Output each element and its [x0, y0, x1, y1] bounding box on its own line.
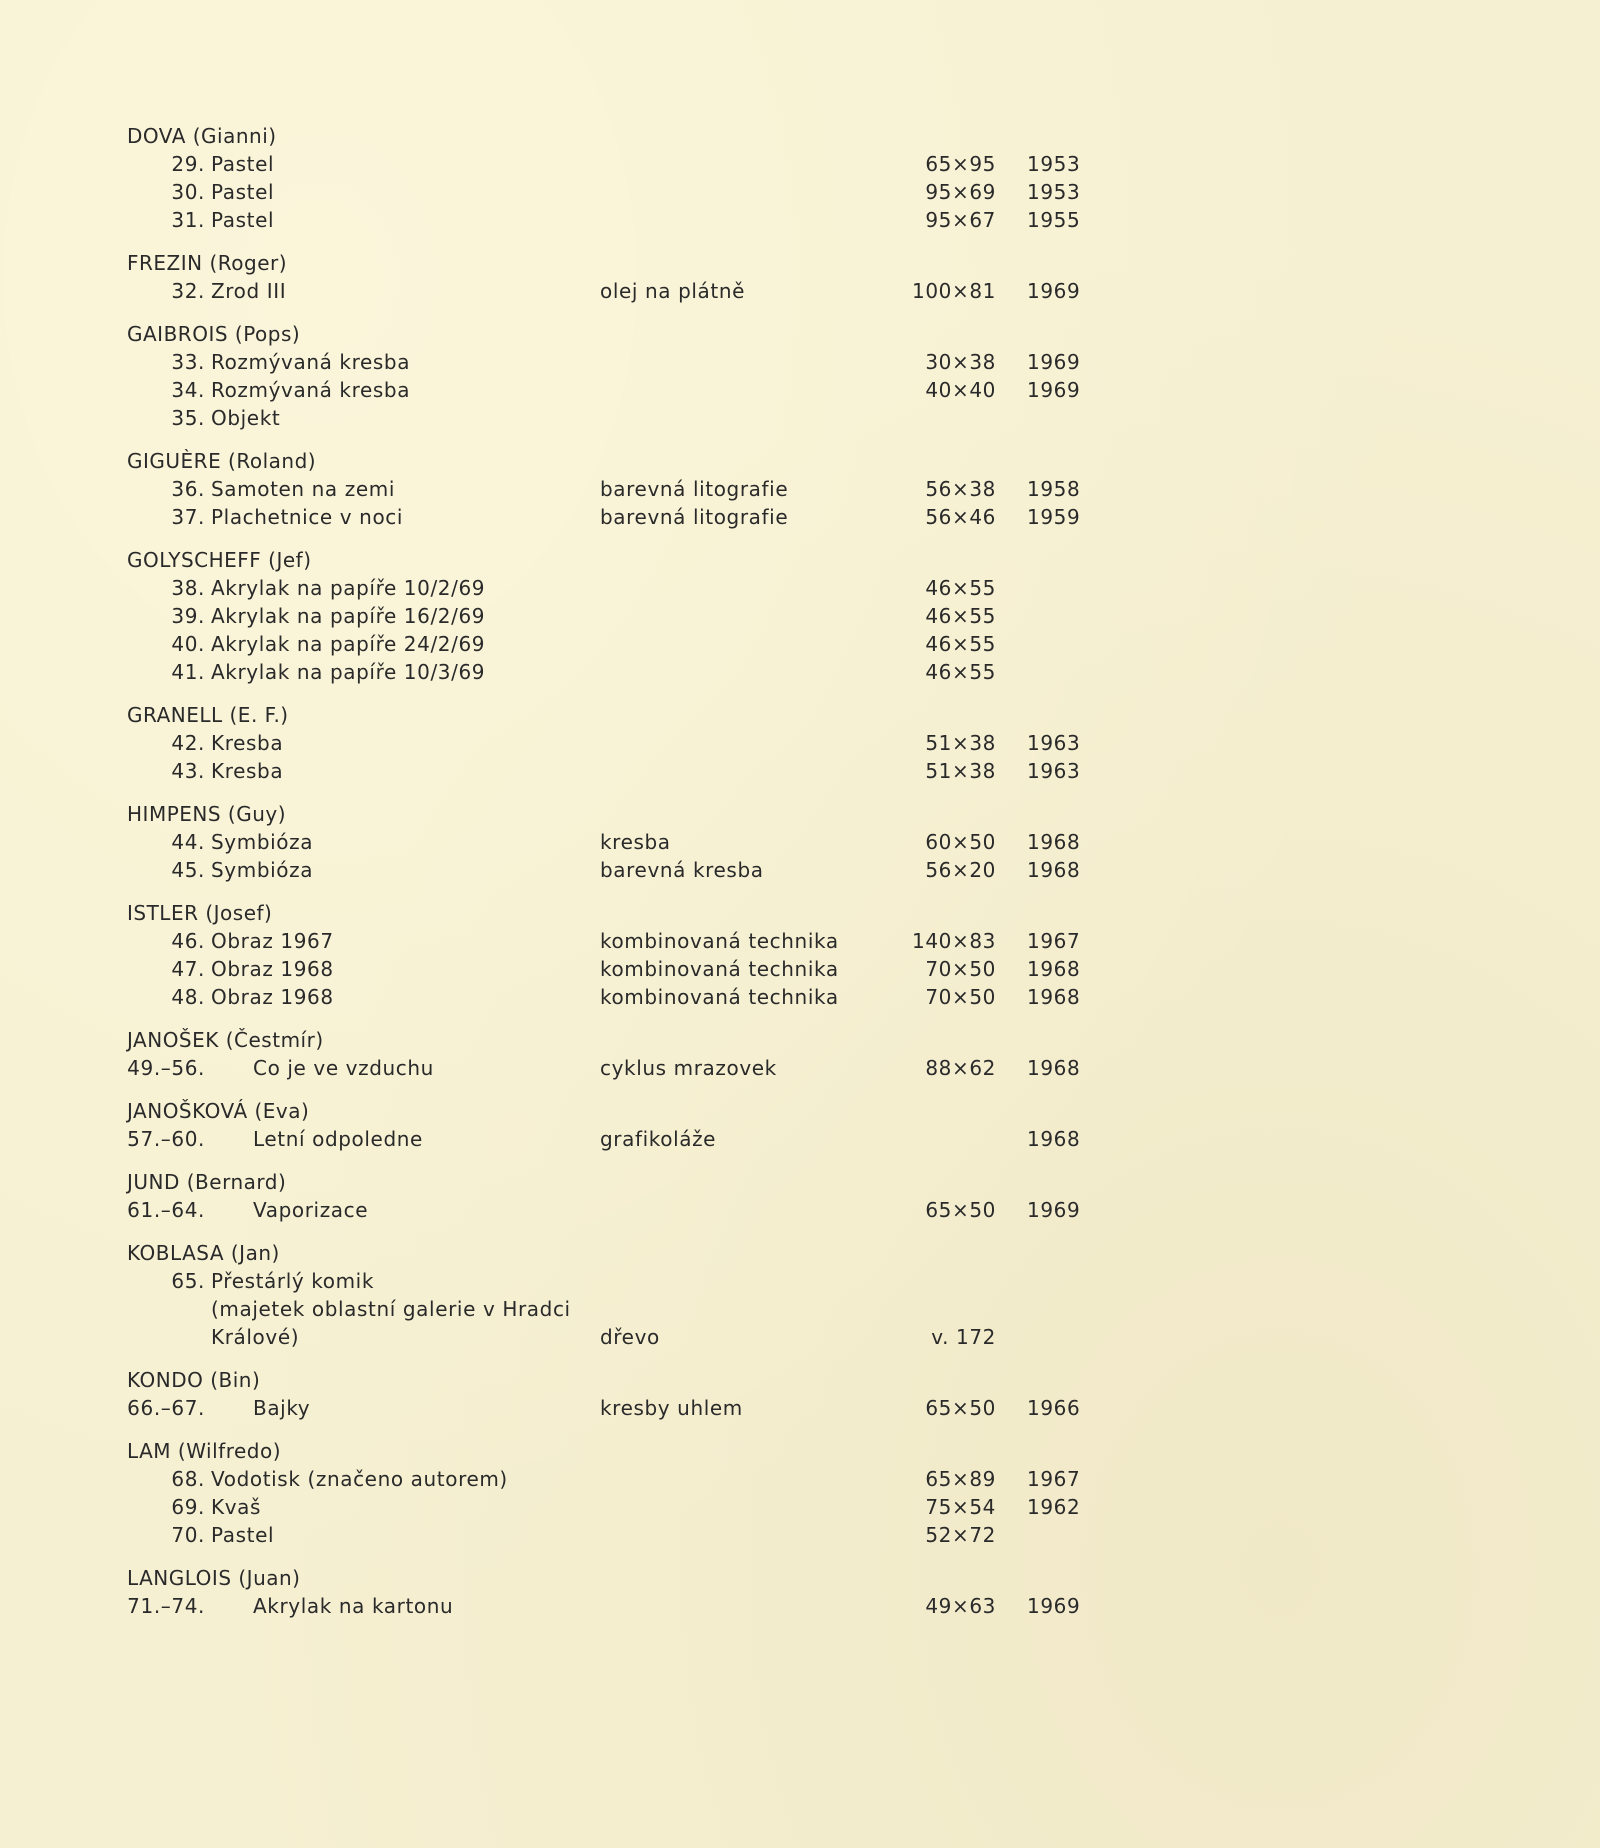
artwork-dimensions: 46×55: [925, 632, 996, 656]
artwork-year: 1969: [1027, 378, 1081, 402]
artwork-dimensions: 56×46: [925, 505, 996, 529]
artwork-dimensions: 30×38: [925, 350, 996, 374]
artwork-catalog-list: [127, 122, 1127, 1635]
artist-entry: [127, 320, 1127, 432]
artwork-number: 29.: [171, 152, 205, 176]
artwork-number: 47.: [171, 957, 205, 981]
artwork-medium: kombinovaná technika: [600, 957, 839, 981]
artist-entry: [127, 800, 1127, 884]
artwork-dimensions: 51×38: [925, 731, 996, 755]
artwork-row: [127, 1465, 1127, 1493]
artwork-title: Co je ve vzduchu: [253, 1056, 434, 1080]
artwork-row: [127, 630, 1127, 658]
artist-entry: [127, 249, 1127, 305]
artwork-dimensions: 56×20: [925, 858, 996, 882]
artwork-number: 68.: [171, 1467, 205, 1491]
artwork-row: [127, 1592, 1127, 1620]
artwork-title: Symbióza: [211, 830, 314, 854]
artwork-dimensions: 70×50: [925, 985, 996, 1009]
artwork-year: 1962: [1027, 1495, 1081, 1519]
artwork-number: 46.: [171, 929, 205, 953]
artwork-dimensions: 65×50: [925, 1396, 996, 1420]
artwork-year: 1969: [1027, 350, 1081, 374]
artwork-row: [127, 983, 1127, 1011]
artwork-number: 38.: [171, 576, 205, 600]
artwork-row: [127, 206, 1127, 234]
artwork-medium: grafikoláže: [600, 1127, 717, 1151]
artwork-number: 70.: [171, 1523, 205, 1547]
artwork-title: Akrylak na papíře 10/3/69: [211, 660, 486, 684]
artwork-number: 44.: [171, 830, 205, 854]
artwork-year: 1959: [1027, 505, 1081, 529]
artist-entry: [127, 447, 1127, 531]
artwork-dimensions: 49×63: [925, 1594, 996, 1618]
artwork-dimensions: 46×55: [925, 604, 996, 628]
artwork-dimensions: 56×38: [925, 477, 996, 501]
artwork-title: Rozmývaná kresba: [211, 378, 411, 402]
artist-name: JUND (Bernard): [127, 1170, 287, 1194]
artwork-title: Akrylak na papíře 24/2/69: [211, 632, 486, 656]
artwork-title: Symbióza: [211, 858, 314, 882]
artwork-title: Pastel: [211, 208, 275, 232]
artwork-title: Kvaš: [211, 1495, 262, 1519]
artwork-dimensions: 65×50: [925, 1198, 996, 1222]
artwork-number: 42.: [171, 731, 205, 755]
artwork-row: [127, 376, 1127, 404]
artwork-row: [127, 348, 1127, 376]
artwork-year: 1969: [1027, 279, 1081, 303]
artwork-medium: barevná kresba: [600, 858, 764, 882]
artwork-title: Obraz 1968: [211, 985, 334, 1009]
artwork-number: 33.: [171, 350, 205, 374]
artwork-number: 71.–74.: [127, 1594, 205, 1618]
artwork-year: 1969: [1027, 1594, 1081, 1618]
artwork-row: [127, 757, 1127, 785]
artist-name: JANOŠEK (Čestmír): [127, 1028, 324, 1052]
artwork-number: 30.: [171, 180, 205, 204]
artwork-dimensions: 75×54: [925, 1495, 996, 1519]
artwork-dimensions: 60×50: [925, 830, 996, 854]
artwork-year: 1958: [1027, 477, 1081, 501]
artwork-dimensions: 70×50: [925, 957, 996, 981]
artist-name: JANOŠKOVÁ (Eva): [127, 1099, 310, 1123]
artwork-row: [127, 475, 1127, 503]
artwork-number: 57.–60.: [127, 1127, 205, 1151]
artist-entry: [127, 122, 1127, 234]
artist-entry: [127, 1437, 1127, 1549]
artwork-number: 45.: [171, 858, 205, 882]
artwork-row: [127, 729, 1127, 757]
artwork-number: 43.: [171, 759, 205, 783]
artwork-dimensions: 52×72: [925, 1523, 996, 1547]
artwork-year: 1963: [1027, 759, 1081, 783]
artwork-row: [127, 602, 1127, 630]
artwork-dimensions: 40×40: [925, 378, 996, 402]
artwork-row: [127, 1125, 1127, 1153]
artwork-number: 36.: [171, 477, 205, 501]
artwork-dimensions: 65×89: [925, 1467, 996, 1491]
artist-entry: [127, 1564, 1127, 1620]
artwork-title: Zrod III: [211, 279, 287, 303]
artwork-title: Kresba: [211, 759, 284, 783]
artist-entry: [127, 1239, 1127, 1351]
artwork-medium: cyklus mrazovek: [600, 1056, 777, 1080]
artwork-number: 69.: [171, 1495, 205, 1519]
artwork-year: 1955: [1027, 208, 1081, 232]
artwork-title: Přestárlý komik (majetek oblastní galerie v Hradci Králové): [211, 1269, 571, 1349]
artwork-title: Obraz 1967: [211, 929, 334, 953]
artwork-year: 1968: [1027, 858, 1081, 882]
artwork-year: 1968: [1027, 985, 1081, 1009]
artwork-row: [127, 277, 1127, 305]
artist-name: LANGLOIS (Juan): [127, 1566, 301, 1590]
artwork-dimensions: 95×67: [925, 208, 996, 232]
artwork-title: Plachetnice v noci: [211, 505, 404, 529]
artwork-dimensions: 46×55: [925, 576, 996, 600]
artwork-number: 61.–64.: [127, 1198, 205, 1222]
artist-entry: [127, 899, 1127, 1011]
artist-name: GAIBROIS (Pops): [127, 322, 301, 346]
artwork-number: 31.: [171, 208, 205, 232]
artist-name: GIGUÈRE (Roland): [127, 449, 317, 473]
artist-name: DOVA (Gianni): [127, 124, 277, 148]
artwork-medium: kombinovaná technika: [600, 929, 839, 953]
artwork-medium: barevná litografie: [600, 477, 789, 501]
artwork-row: [127, 1493, 1127, 1521]
artwork-year: 1967: [1027, 1467, 1081, 1491]
artwork-year: 1953: [1027, 152, 1081, 176]
artwork-row: [127, 574, 1127, 602]
artwork-number: 40.: [171, 632, 205, 656]
artwork-dimensions: 140×83: [912, 929, 996, 953]
artwork-title: Vodotisk (značeno autorem): [211, 1467, 508, 1491]
artwork-title: Pastel: [211, 180, 275, 204]
artwork-row: [127, 856, 1127, 884]
artwork-medium: barevná litografie: [600, 505, 789, 529]
artwork-dimensions: 46×55: [925, 660, 996, 684]
artist-name: KOBLASA (Jan): [127, 1241, 280, 1265]
artwork-row: [127, 927, 1127, 955]
artwork-title: Vaporizace: [253, 1198, 369, 1222]
artwork-year: 1968: [1027, 1127, 1081, 1151]
artist-entry: [127, 546, 1127, 686]
artist-entry: [127, 1097, 1127, 1153]
artwork-title: Akrylak na papíře 16/2/69: [211, 604, 486, 628]
artwork-year: 1953: [1027, 180, 1081, 204]
artwork-medium: olej na plátně: [600, 279, 746, 303]
artwork-year: 1963: [1027, 731, 1081, 755]
artwork-number: 48.: [171, 985, 205, 1009]
artwork-row: [127, 404, 1127, 432]
artwork-number: 32.: [171, 279, 205, 303]
artist-entry: [127, 1168, 1127, 1224]
artwork-year: 1968: [1027, 957, 1081, 981]
artwork-number: 39.: [171, 604, 205, 628]
artwork-row: [127, 828, 1127, 856]
artwork-title: Pastel: [211, 152, 275, 176]
artist-name: GOLYSCHEFF (Jef): [127, 548, 312, 572]
artwork-title: Kresba: [211, 731, 284, 755]
artwork-row: [127, 658, 1127, 686]
artwork-row: [127, 955, 1127, 983]
artist-entry: [127, 1366, 1127, 1422]
artwork-year: 1969: [1027, 1198, 1081, 1222]
artist-entry: [127, 701, 1127, 785]
artwork-dimensions: v. 172: [931, 1325, 996, 1349]
artwork-title: Akrylak na papíře 10/2/69: [211, 576, 486, 600]
artwork-title: Obraz 1968: [211, 957, 334, 981]
artwork-year: 1968: [1027, 830, 1081, 854]
artwork-number: 37.: [171, 505, 205, 529]
artwork-year: 1966: [1027, 1396, 1081, 1420]
artist-name: HIMPENS (Guy): [127, 802, 287, 826]
artist-name: KONDO (Bin): [127, 1368, 261, 1392]
artwork-number: 35.: [171, 406, 205, 430]
artwork-dimensions: 65×95: [925, 152, 996, 176]
artwork-row: [127, 1267, 1127, 1351]
artist-name: FREZIN (Roger): [127, 251, 288, 275]
artwork-row: [127, 150, 1127, 178]
artwork-dimensions: 51×38: [925, 759, 996, 783]
artwork-year: 1968: [1027, 1056, 1081, 1080]
artwork-year: 1967: [1027, 929, 1081, 953]
artwork-medium: kresby uhlem: [600, 1396, 743, 1420]
artwork-row: [127, 178, 1127, 206]
artwork-medium: kombinovaná technika: [600, 985, 839, 1009]
artwork-number: 49.–56.: [127, 1056, 205, 1080]
artwork-row: [127, 503, 1127, 531]
artwork-title: Akrylak na kartonu: [253, 1594, 454, 1618]
artwork-dimensions: 95×69: [925, 180, 996, 204]
artwork-title: Bajky: [253, 1396, 311, 1420]
artwork-title: Pastel: [211, 1523, 275, 1547]
artist-entry: [127, 1026, 1127, 1082]
artist-name: LAM (Wilfredo): [127, 1439, 282, 1463]
artwork-medium: kresba: [600, 830, 671, 854]
artwork-title: Objekt: [211, 406, 281, 430]
artwork-row: [127, 1394, 1127, 1422]
artwork-number: 66.–67.: [127, 1396, 205, 1420]
artwork-medium: dřevo: [600, 1325, 660, 1349]
artwork-row: [127, 1196, 1127, 1224]
artwork-row: [127, 1521, 1127, 1549]
artwork-number: 65.: [171, 1269, 205, 1293]
artwork-dimensions: 100×81: [912, 279, 996, 303]
artwork-dimensions: 88×62: [925, 1056, 996, 1080]
artwork-row: [127, 1054, 1127, 1082]
artwork-title: Rozmývaná kresba: [211, 350, 411, 374]
artist-name: GRANELL (E. F.): [127, 703, 289, 727]
artist-name: ISTLER (Josef): [127, 901, 273, 925]
artwork-number: 34.: [171, 378, 205, 402]
artwork-title: Letní odpoledne: [253, 1127, 423, 1151]
artwork-number: 41.: [171, 660, 205, 684]
artwork-title: Samoten na zemi: [211, 477, 395, 501]
